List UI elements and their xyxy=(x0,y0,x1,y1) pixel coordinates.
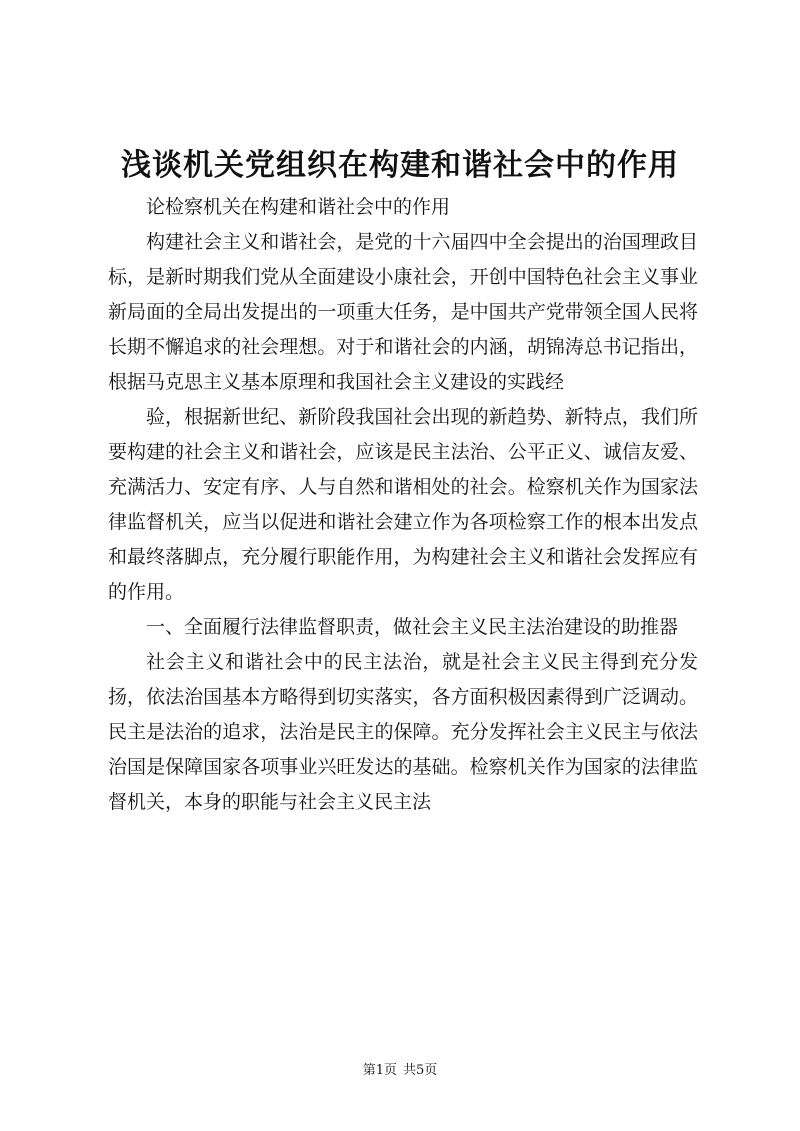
page-total: 共5页 xyxy=(403,1063,438,1078)
section-heading: 一、全面履行法律监督职责，做社会主义民主法治建设的助推器 xyxy=(146,616,679,638)
paragraph: 验，根据新世纪、新阶段我国社会出现的新趋势、新特点，我们所要构建的社会主义和谐社会，应该是民主法治、公平正义、诚信友爱、充满活力、安定有序、人与自然和谐相处的社会。检察机关作为国家法律监督机关，应当以促进和谐社会建立作为各项检察工作的根本出发点和最终落脚点，充分履行职能作用，为构建社会主义和谐社会发挥应有的作用。 xyxy=(108,406,698,603)
page-footer xyxy=(0,1059,800,1078)
paragraph-subtitle: 论检察机关在构建和谐社会中的作用 xyxy=(146,196,451,218)
document-title: 浅谈机关党组织在构建和谐社会中的作用 xyxy=(121,148,679,183)
page-number: 第1页 xyxy=(362,1063,397,1078)
paragraph: 构建社会主义和谐社会，是党的十六届四中全会提出的治国理政目标，是新时期我们党从全面建设小康社会，开创中国特色社会主义事业新局面的全局出发提出的一项重大任务，是中国共产党带领全国人民将长期不懈追求的社会理想。对于和谐社会的内涵，胡锦涛总书记指出，根据马克思主义基本原理和我国社会主义建设的实践经 xyxy=(108,231,698,393)
paragraph: 社会主义和谐社会中的民主法治，就是社会主义民主得到充分发扬，依法治国基本方略得到切实落实，各方面积极因素得到广泛调动。民主是法治的追求，法治是民主的保障。充分发挥社会主义民主与依法治国是保障国家各项事业兴旺发达的基础。检察机关作为国家的法律监督机关，本身的职能与社会主义民主法 xyxy=(108,651,698,813)
document-body xyxy=(108,190,698,820)
